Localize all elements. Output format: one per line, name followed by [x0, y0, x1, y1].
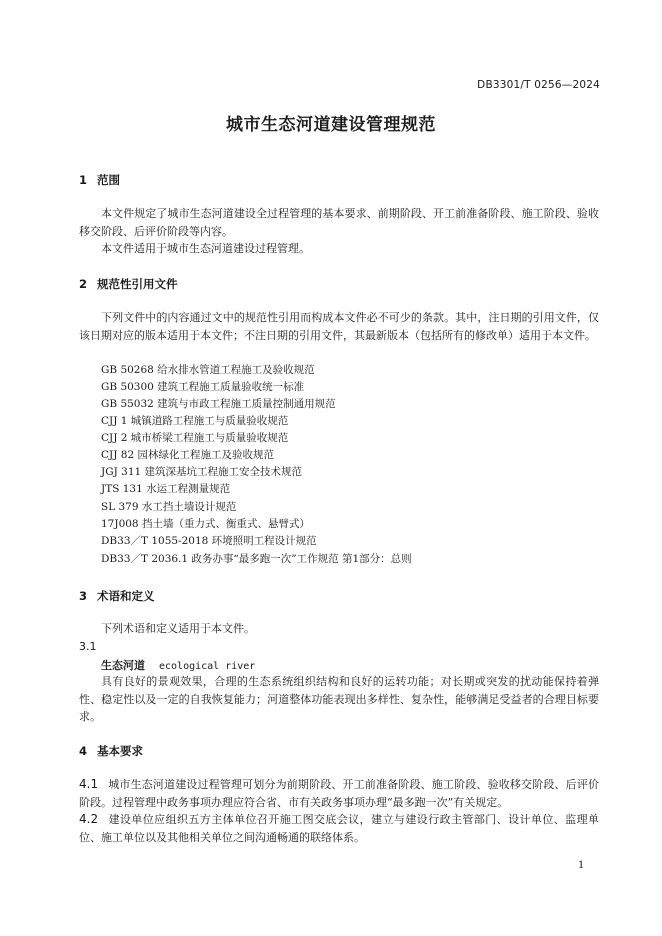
section-number: 3 — [79, 589, 88, 603]
section-3-heading — [79, 588, 155, 604]
reference-item: 17J008 挡土墙（重力式、衡重式、悬臂式） — [101, 518, 310, 530]
section-4-heading — [79, 743, 143, 759]
reference-item: SL 379 水工挡土墙设计规范 — [101, 501, 237, 513]
section-1-paragraph-1: 本文件规定了城市生态河道建设全过程管理的基本要求、前期阶段、开工前准备阶段、施工阶段、验收移交阶段、后评价阶段等内容。 — [79, 207, 599, 238]
requirement-item — [79, 776, 599, 811]
requirement-text: 城市生态河道建设过程管理可划分为前期阶段、开工前准备阶段、施工阶段、验收移交阶段、后评价阶段。过程管理中政务事项办理应符合省、市有关政务事项办理“最多跑一次”有关规定。 — [79, 778, 599, 809]
section-2-intro: 下列文件中的内容通过文中的规范性引用而构成本文件必不可少的条款。其中，注日期的引用文件，仅该日期对应的版本适用于本文件；不注日期的引用文件，其最新版本（包括所有的修改单）适用于本文件。 — [79, 311, 599, 342]
reference-item: JGJ 311 建筑深基坑工程施工安全技术规范 — [101, 466, 303, 478]
reference-item: CJJ 2 城市桥梁工程施工与质量验收规范 — [101, 432, 289, 444]
section-number: 2 — [79, 277, 88, 291]
section-1-heading — [79, 172, 120, 188]
section-number: 4 — [79, 744, 88, 758]
section-title: 基本要求 — [97, 744, 143, 758]
document-code: DB3301/T 0256—2024 — [477, 79, 600, 91]
reference-item: CJJ 1 城镇道路工程施工与质量验收规范 — [101, 415, 289, 427]
reference-item: DB33／T 1055-2018 环境照明工程设计规范 — [101, 535, 317, 547]
reference-item: GB 50268 给水排水管道工程施工及验收规范 — [101, 364, 315, 376]
requirement-number: 4.1 — [79, 777, 99, 791]
term-definition: 具有良好的景观效果，合理的生态系统组织结构和良好的运转功能；对长期或突发的扰动能保持着弹性、稳定性以及一定的自我恢复能力；河道整体功能表现出多样性、复杂性，能够满足受益者的合理目标要求。 — [79, 675, 599, 723]
requirement-text: 建设单位应组织五方主体单位召开施工图交底会议，建立与建设行政主管部门、设计单位、监理单位、施工单位以及其他相关单位之间沟通畅通的联络体系。 — [79, 813, 599, 844]
reference-item: JTS 131 水运工程测量规范 — [101, 483, 231, 495]
term-entry — [101, 657, 255, 673]
requirement-number: 4.2 — [79, 812, 99, 826]
section-2-heading — [79, 276, 178, 292]
section-1-paragraph-2: 本文件适用于城市生态河道建设过程管理。 — [101, 242, 310, 255]
requirement-item — [79, 811, 599, 846]
section-title: 规范性引用文件 — [97, 277, 178, 291]
section-title: 术语和定义 — [97, 589, 155, 603]
reference-item: GB 55032 建筑与市政工程施工质量控制通用规范 — [101, 398, 336, 410]
clause-number: 3.1 — [79, 640, 97, 653]
reference-item: DB33／T 2036.1 政务办事“最多跑一次”工作规范 第1部分：总则 — [101, 553, 412, 565]
section-3-intro: 下列术语和定义适用于本文件。 — [101, 622, 255, 635]
term-chinese: 生态河道 — [101, 659, 145, 672]
reference-item: GB 50300 建筑工程施工质量验收统一标准 — [101, 381, 305, 393]
term-english: ecological river — [159, 661, 256, 672]
page-number: 1 — [578, 860, 585, 871]
section-number: 1 — [79, 173, 88, 187]
document-title: 城市生态河道建设管理规范 — [226, 115, 436, 135]
reference-item: CJJ 82 园林绿化工程施工及验收规范 — [101, 449, 274, 461]
section-title: 范围 — [97, 173, 120, 187]
